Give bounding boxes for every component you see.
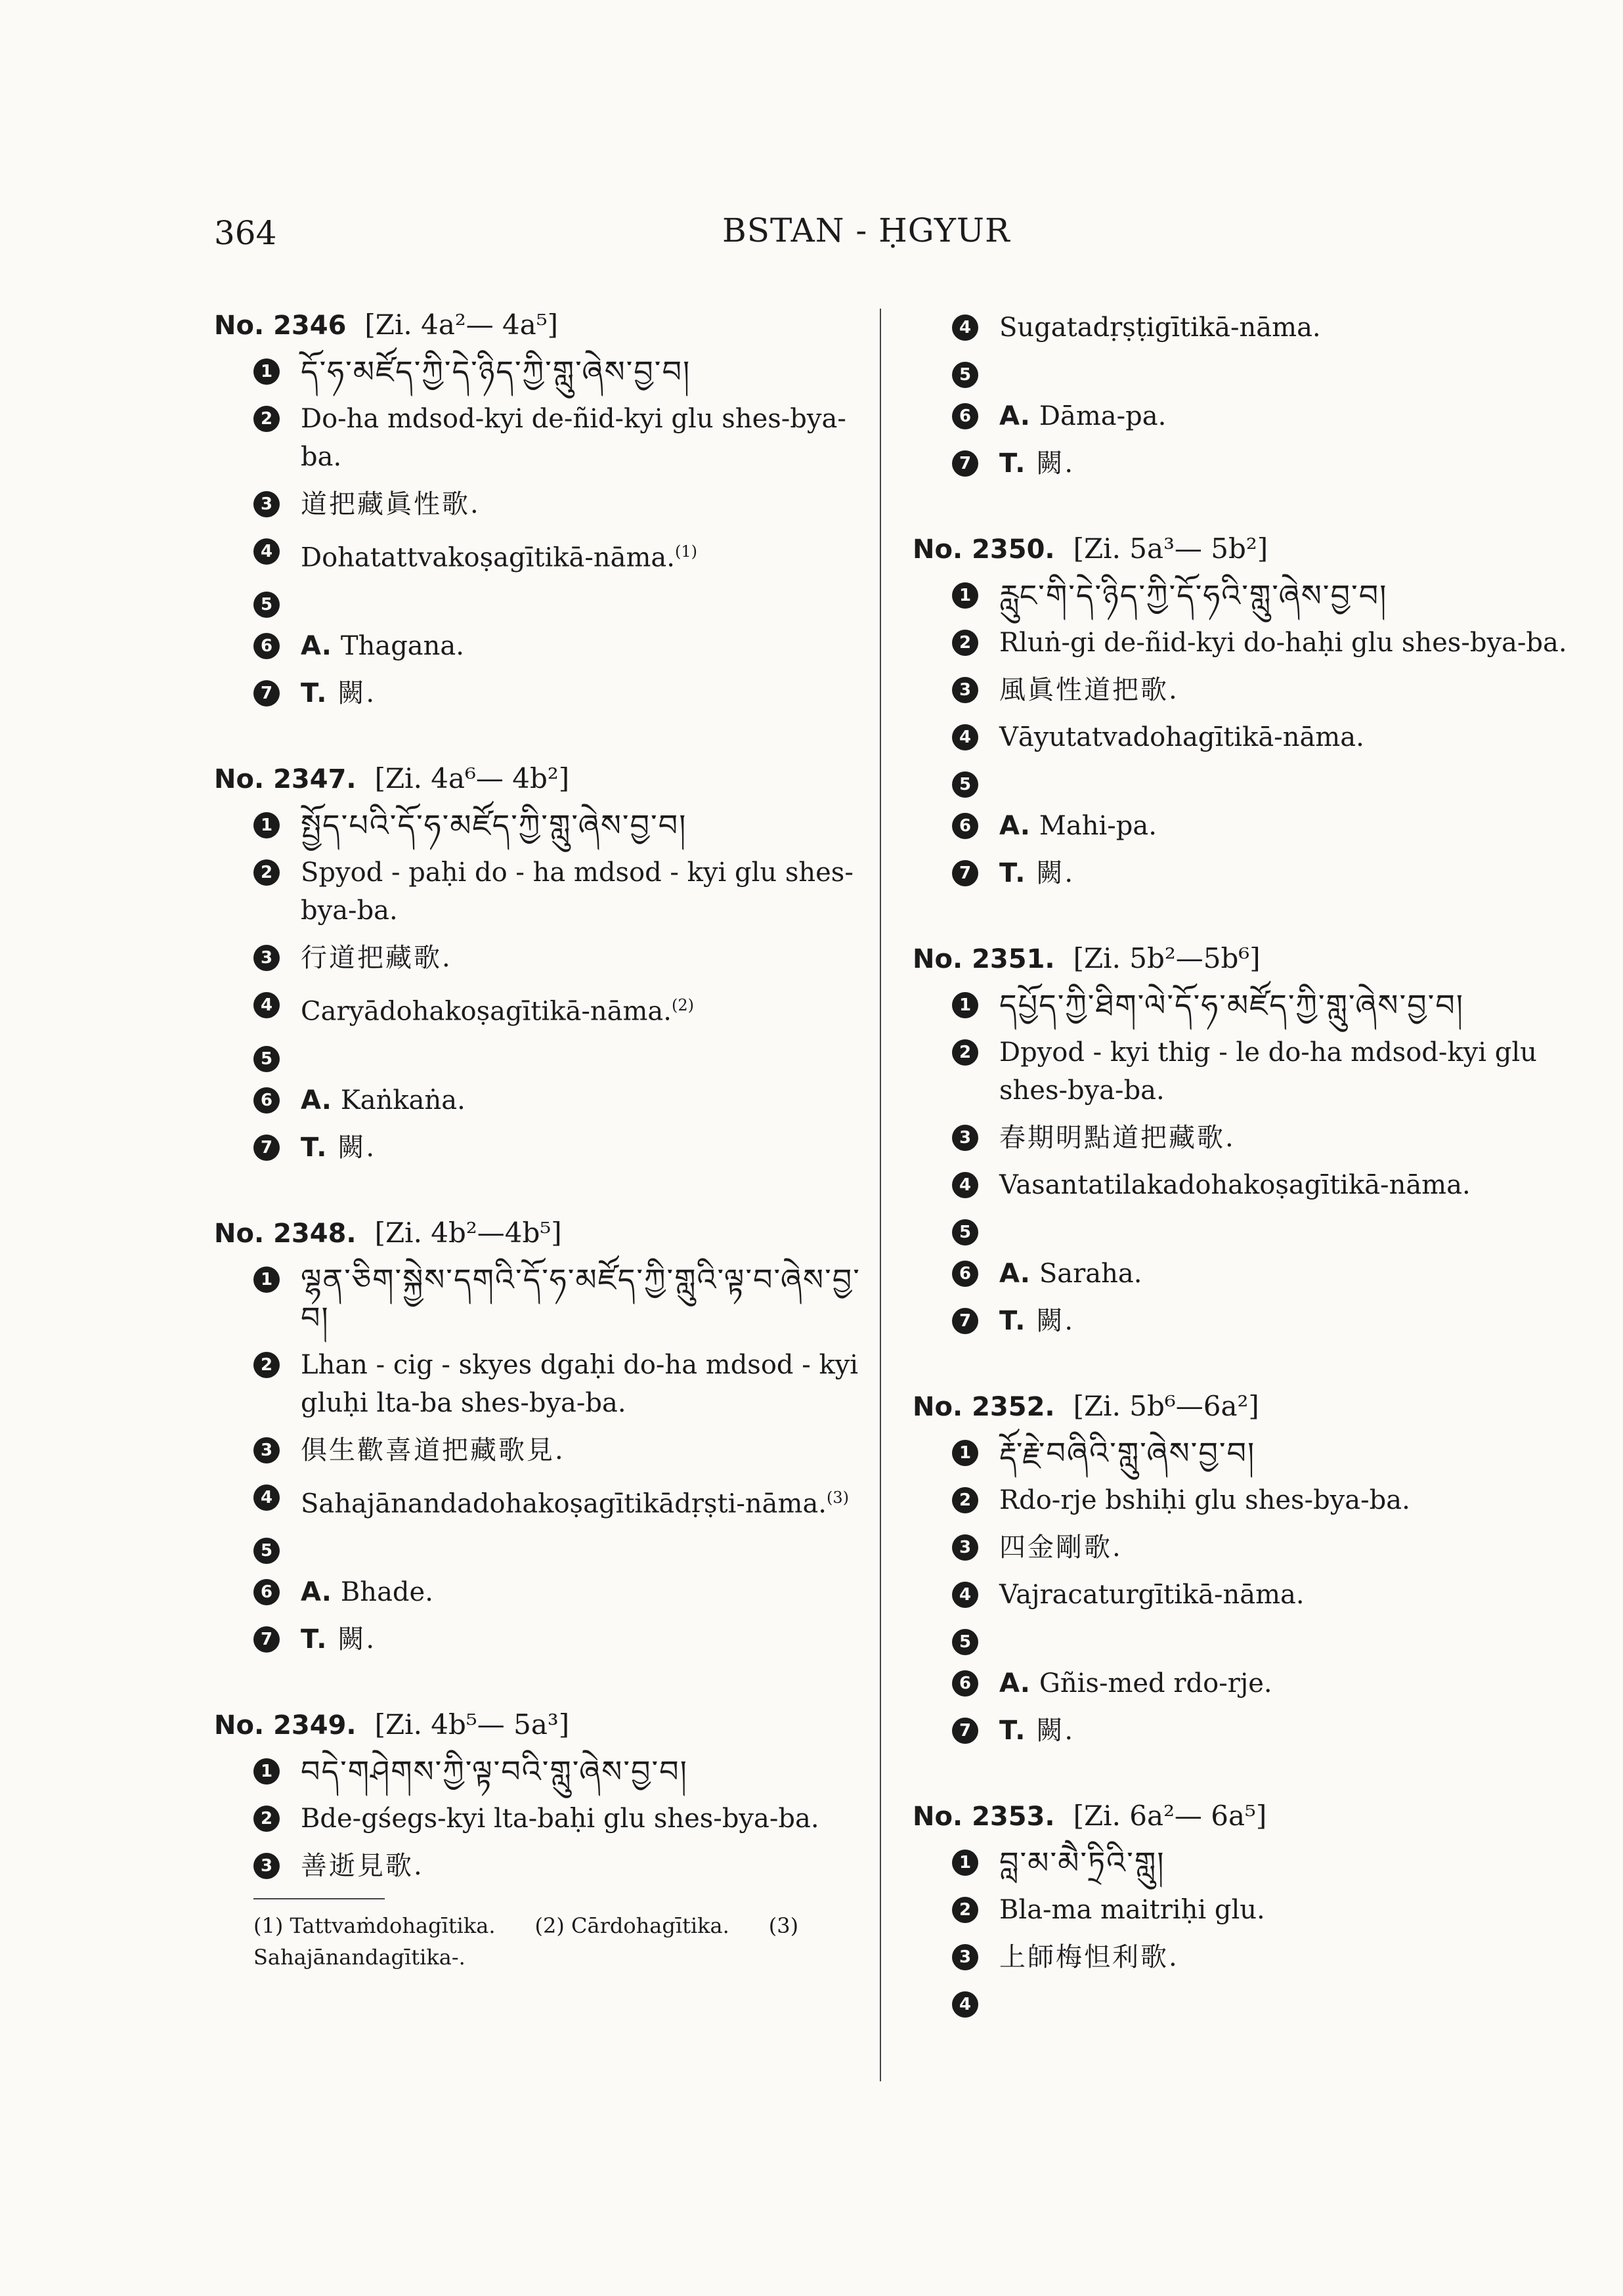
entry-number: No. 2352. (913, 1392, 1055, 1422)
circled-number: 1 (253, 812, 280, 838)
circled-number: 3 (952, 1944, 978, 1970)
entry-number: No. 2350. (913, 534, 1055, 565)
circled-number: 3 (253, 1853, 280, 1879)
field-value: Sugatadṛṣṭigītikā-nāma. (999, 313, 1321, 343)
circled-number: 5 (253, 592, 280, 618)
field-value: སྤྱོད་པའི་དོ་ཧ་མཛོད་ཀྱི་གླུ་ཞེས་བྱ་བ། (301, 808, 687, 844)
entry-line (952, 807, 1569, 845)
circled-number: 5 (952, 362, 978, 388)
catalog-entry (913, 942, 1569, 1340)
footnote: (3) Sahajānandagītika-. (253, 1913, 799, 1970)
entry-line-text (301, 1620, 871, 1658)
entry-line-text (301, 1752, 871, 1790)
entry-line-text (301, 1431, 871, 1469)
entry-line (952, 1712, 1569, 1750)
entry-line (253, 1847, 871, 1885)
catalog-entry (214, 762, 871, 1166)
circled-number: 7 (253, 1135, 280, 1161)
circled-number: 4 (952, 314, 978, 341)
entry-line (952, 309, 1569, 347)
entry-line-text (301, 532, 871, 576)
entry-line-text (999, 718, 1569, 756)
entry-line (952, 1434, 1569, 1472)
entry-line-text (999, 986, 1569, 1024)
entry-line-text (301, 854, 871, 930)
entry-line-text (301, 485, 871, 523)
circled-number: 1 (952, 992, 978, 1018)
entry-line (253, 674, 871, 712)
entry-line-text (301, 674, 871, 712)
field-label: T. (301, 678, 329, 709)
circled-number: 1 (952, 1850, 978, 1876)
circled-number: 6 (253, 1579, 280, 1605)
entry-line (253, 1620, 871, 1658)
entry-line-text (999, 671, 1569, 709)
entry-line (253, 1800, 871, 1838)
circled-number: 5 (952, 1629, 978, 1655)
entry-line-text (301, 353, 871, 391)
field-value: Bde-gśegs-kyi lta-baḥi glu shes-bya-ba. (301, 1803, 819, 1834)
entry-line-text (999, 1166, 1569, 1204)
circled-number: 5 (952, 1219, 978, 1245)
entry-line-text (999, 1576, 1569, 1614)
circled-number: 7 (952, 1718, 978, 1744)
circled-number: 6 (952, 813, 978, 839)
catalog-entry (214, 1217, 871, 1658)
field-value: རྡོ་རྗེ་བཞིའི་གླུ་ཞེས་བྱ་བ། (999, 1435, 1256, 1471)
circled-number: 2 (253, 406, 280, 432)
catalog-entry (913, 1390, 1569, 1750)
entry-line (952, 1664, 1569, 1702)
field-value: 闕. (1036, 448, 1075, 479)
entry-line-text (301, 1346, 871, 1422)
circled-number: 2 (253, 859, 280, 886)
entry-line (952, 1302, 1569, 1340)
field-value: Sahajānandadohakoṣagītikādṛṣti-nāma. (301, 1488, 827, 1519)
entry-line (253, 1479, 871, 1523)
circled-number: 2 (253, 1806, 280, 1832)
footnote-mark: (2) (671, 996, 694, 1015)
field-value: 道把藏眞性歌. (301, 489, 481, 519)
entry-line-text (999, 1033, 1569, 1110)
circled-number: 4 (253, 992, 280, 1018)
entry-line-text (301, 1573, 871, 1611)
field-value: དཔྱོད་ཀྱི་ཐིག་ལེ་དོ་ཧ་མཛོད་ཀྱི་གླུ་ཞེས་བྱ་བ། (999, 987, 1464, 1023)
circled-number: 6 (952, 1261, 978, 1287)
field-value: Vasantatilakadohakoṣagītikā-nāma. (999, 1170, 1471, 1200)
entry-line-text (999, 444, 1569, 483)
entry-folio-ref: [Zi. 4a⁶— 4b²] (374, 762, 570, 795)
entry-heading (913, 1800, 1569, 1832)
field-label: A. (999, 1668, 1030, 1699)
field-value: དོ་ཧ་མཛོད་ཀྱི་དེ་ཉིད་ཀྱི་གླུ་ཞེས་བྱ་བ། (301, 354, 691, 389)
entry-line (253, 586, 871, 618)
entry-line-text (999, 1664, 1569, 1702)
entry-line-text (301, 1129, 871, 1167)
entry-line-text (999, 1891, 1569, 1929)
field-value: Vāyutatvadohagītikā-nāma. (999, 722, 1364, 752)
circled-number: 7 (952, 450, 978, 477)
entry-line-text (999, 1119, 1569, 1157)
entry-line (952, 1255, 1569, 1293)
entry-number: No. 2348. (214, 1218, 357, 1249)
circled-number: 3 (253, 945, 280, 971)
field-label: T. (999, 1716, 1028, 1746)
running-head: BSTAN - ḤGYUR (722, 211, 1010, 249)
entry-line (253, 1040, 871, 1072)
entry-line-text (999, 309, 1569, 347)
entry-line (952, 718, 1569, 756)
entry-line (952, 671, 1569, 709)
circled-number: 4 (952, 1991, 978, 2018)
field-value: Lhan - cig - skyes dgaḥi do-ha mdsod - kyi gluḥi lta-ba shes-bya-ba. (301, 1349, 859, 1418)
footnote: (2) Cārdohagītika. (534, 1913, 729, 1938)
circled-number: 4 (952, 1582, 978, 1608)
field-value: Bhade. (340, 1576, 433, 1607)
entry-line (253, 1129, 871, 1167)
entry-line (253, 627, 871, 665)
entry-heading (214, 309, 871, 341)
footnotes (253, 1910, 871, 1973)
entry-heading (913, 1390, 1569, 1422)
field-value: Saraha. (1039, 1259, 1142, 1289)
field-label: T. (999, 1306, 1028, 1336)
field-label: T. (999, 448, 1028, 479)
entry-line (952, 1576, 1569, 1614)
entry-line (253, 1431, 871, 1469)
entry-line (253, 1752, 871, 1790)
field-value: Caryādohakoṣagītikā-nāma. (301, 996, 672, 1027)
entry-line (253, 1261, 871, 1337)
entry-line (952, 1213, 1569, 1245)
circled-number: 2 (952, 1897, 978, 1923)
field-label: A. (999, 811, 1030, 841)
field-label: T. (301, 1132, 329, 1163)
circled-number: 6 (253, 633, 280, 659)
catalog-entry (913, 532, 1569, 892)
circled-number: 6 (952, 403, 978, 429)
entry-folio-ref: [Zi. 6a²— 6a⁵] (1073, 1800, 1267, 1832)
field-label: A. (301, 1085, 332, 1116)
right-column (880, 309, 1569, 2068)
circled-number: 7 (952, 1308, 978, 1334)
circled-number: 2 (952, 1487, 978, 1513)
entry-line-text (301, 1081, 871, 1119)
entry-number: No. 2351. (913, 944, 1055, 974)
field-value: Dāma-pa. (1039, 401, 1167, 431)
field-value: Kaṅkaṅa. (340, 1085, 465, 1116)
entry-line (952, 1481, 1569, 1519)
field-value: བླ་མ་མཻ་ཏྲིའི་གླུ། (999, 1845, 1165, 1880)
catalog-entry (214, 309, 871, 712)
field-value: 闕. (1036, 1306, 1075, 1336)
entry-line (952, 1528, 1569, 1567)
entry-line-text (301, 1847, 871, 1885)
entry-heading (214, 762, 871, 794)
entry-line (253, 400, 871, 476)
entry-line-text (999, 1844, 1569, 1882)
entry-heading (214, 1217, 871, 1249)
field-value: Bla-ma maitriḥi glu. (999, 1895, 1265, 1925)
circled-number: 6 (253, 1087, 280, 1114)
entry-line-text (999, 1938, 1569, 1976)
entry-number: No. 2349. (214, 1710, 357, 1741)
field-value: 闕. (337, 1132, 377, 1163)
circled-number: 6 (952, 1670, 978, 1697)
circled-number: 3 (952, 1534, 978, 1561)
entry-line (952, 356, 1569, 388)
entry-line (253, 353, 871, 391)
circled-number: 5 (952, 771, 978, 798)
circled-number: 4 (952, 724, 978, 750)
field-label: T. (301, 1624, 329, 1655)
field-value: 闕. (1036, 858, 1075, 888)
entry-line (952, 1033, 1569, 1110)
entry-number: No. 2353. (913, 1802, 1055, 1832)
entry-folio-ref: [Zi. 5b⁶—6a²] (1073, 1390, 1259, 1422)
field-value: 善逝見歌. (301, 1850, 424, 1881)
entry-line-text (301, 1261, 871, 1337)
entry-line-text (999, 624, 1569, 662)
field-value: 俱生歡喜道把藏歌見. (301, 1435, 565, 1465)
entry-line-text (301, 806, 871, 844)
field-value: 闕. (337, 1624, 377, 1655)
circled-number: 4 (253, 538, 280, 565)
entry-line (253, 1573, 871, 1611)
circled-number: 4 (253, 1484, 280, 1511)
entry-line-text (301, 400, 871, 476)
footnote-mark: (1) (674, 542, 697, 561)
field-label: T. (999, 858, 1028, 888)
field-value: 四金剛歌. (999, 1532, 1123, 1563)
entry-heading (913, 942, 1569, 974)
entry-line (952, 1623, 1569, 1655)
entry-folio-ref: [Zi. 5b²—5b⁶] (1073, 942, 1261, 974)
entry-line-text (999, 576, 1569, 615)
entry-line (253, 1081, 871, 1119)
circled-number: 4 (952, 1172, 978, 1198)
field-value: Rdo-rje bshiḥi glu shes-bya-ba. (999, 1485, 1410, 1515)
circled-number: 2 (952, 1039, 978, 1066)
entry-line-text (301, 1800, 871, 1838)
entry-line (952, 854, 1569, 892)
field-value: 闕. (1036, 1716, 1075, 1746)
page-number: 364 (214, 214, 277, 252)
entry-heading (214, 1708, 871, 1741)
circled-number: 7 (952, 860, 978, 886)
entry-line-text (999, 1528, 1569, 1567)
field-value: Vajracaturgītikā-nāma. (999, 1580, 1305, 1610)
entry-folio-ref: [Zi. 4a²— 4a⁵] (364, 309, 559, 341)
circled-number: 7 (253, 1626, 280, 1653)
entry-line (952, 1891, 1569, 1929)
field-value: བདེ་གཤེགས་ཀྱི་ལྟ་བའི་གླུ་ཞེས་བྱ་བ། (301, 1753, 688, 1789)
field-value: Thagana. (340, 631, 464, 662)
circled-number: 1 (253, 358, 280, 385)
field-value: Spyod - paḥi do - ha mdsod - kyi glu shes-bya-ba. (301, 857, 854, 926)
field-value: 行道把藏歌. (301, 943, 452, 974)
entry-line-text (999, 1302, 1569, 1340)
entry-line-text (999, 397, 1569, 435)
entry-line (952, 1844, 1569, 1882)
entry-line (952, 1119, 1569, 1157)
circled-number: 1 (952, 582, 978, 609)
circled-number: 3 (952, 1125, 978, 1151)
entry-folio-ref: [Zi. 5a³— 5b²] (1073, 532, 1268, 565)
circled-number: 5 (253, 1538, 280, 1564)
entry-line (253, 986, 871, 1030)
circled-number: 3 (253, 1437, 280, 1463)
entry-line (952, 397, 1569, 435)
entry-line (952, 1938, 1569, 1976)
entry-line (253, 854, 871, 930)
circled-number: 1 (952, 1440, 978, 1466)
catalog-entry (913, 1800, 1569, 2018)
field-value: 闕. (337, 678, 377, 709)
field-label: A. (301, 631, 332, 662)
entry-line (952, 576, 1569, 615)
entry-number: No. 2347. (214, 764, 357, 795)
field-value: Gñis-med rdo-rje. (1039, 1668, 1272, 1699)
entry-line (253, 485, 871, 523)
left-column (214, 309, 871, 1973)
entry-line-text (999, 1434, 1569, 1472)
entry-number: No. 2346 (214, 311, 347, 341)
circled-number: 3 (952, 677, 978, 703)
circled-number: 1 (253, 1758, 280, 1785)
field-label: A. (999, 401, 1030, 431)
footnote: (1) Tattvaṁdohagītika. (253, 1913, 496, 1938)
catalog-entry (214, 1708, 871, 1885)
entry-line-text (301, 986, 871, 1030)
entry-line (253, 1346, 871, 1422)
circled-number: 2 (253, 1352, 280, 1378)
entry-line-text (999, 1481, 1569, 1519)
entry-heading (913, 532, 1569, 565)
field-value: 風眞性道把歌. (999, 675, 1179, 705)
entry-line-text (301, 627, 871, 665)
entry-line (253, 806, 871, 844)
field-label: A. (999, 1259, 1030, 1289)
circled-number: 5 (253, 1046, 280, 1072)
field-label: A. (301, 1576, 332, 1607)
footnote-rule (253, 1898, 385, 1899)
entry-line (253, 532, 871, 576)
entry-line (952, 624, 1569, 662)
entry-line-text (301, 939, 871, 977)
circled-number: 2 (952, 630, 978, 656)
entry-line (952, 1985, 1569, 2018)
entry-line (952, 766, 1569, 798)
entry-line-text (301, 1479, 871, 1523)
catalog-entry (913, 309, 1569, 483)
entry-line-text (999, 1255, 1569, 1293)
field-value: རླུང་གི་དེ་ཉིད་ཀྱི་དོ་ཧའི་གླུ་ཞེས་བྱ་བ། (999, 578, 1388, 613)
footnote-mark: (3) (827, 1488, 850, 1507)
field-value: 上師梅怛利歌. (999, 1942, 1179, 1972)
field-value: 春期明點道把藏歌. (999, 1123, 1236, 1153)
entry-line-text (999, 854, 1569, 892)
entry-folio-ref: [Zi. 4b⁵— 5a³] (374, 1708, 570, 1741)
entry-line (952, 986, 1569, 1024)
field-value: Do-ha mdsod-kyi de-ñid-kyi glu shes-bya-ba. (301, 404, 846, 472)
field-value: Dohatattvakoṣagītikā-nāma. (301, 542, 675, 573)
field-value: Mahi-pa. (1039, 811, 1157, 841)
entry-line (952, 444, 1569, 483)
entry-line (952, 1166, 1569, 1204)
circled-number: 7 (253, 680, 280, 706)
entry-line-text (999, 1712, 1569, 1750)
field-value: Rluṅ-gi de-ñid-kyi do-haḥi glu shes-bya-ba. (999, 628, 1567, 658)
entry-line (253, 939, 871, 977)
entry-folio-ref: [Zi. 4b²—4b⁵] (374, 1216, 562, 1249)
field-value: Dpyod - kyi thig - le do-ha mdsod-kyi glu shes-bya-ba. (999, 1037, 1537, 1106)
entry-line-text (999, 807, 1569, 845)
circled-number: 1 (253, 1267, 280, 1293)
circled-number: 3 (253, 491, 280, 517)
field-value: ལྷན་ཅིག་སྐྱེས་དགའི་དོ་ཧ་མཛོད་ཀྱི་གླུའི་ལྟ་བ་ཞེས་བྱ་བ། (301, 1261, 861, 1335)
entry-line (253, 1532, 871, 1564)
